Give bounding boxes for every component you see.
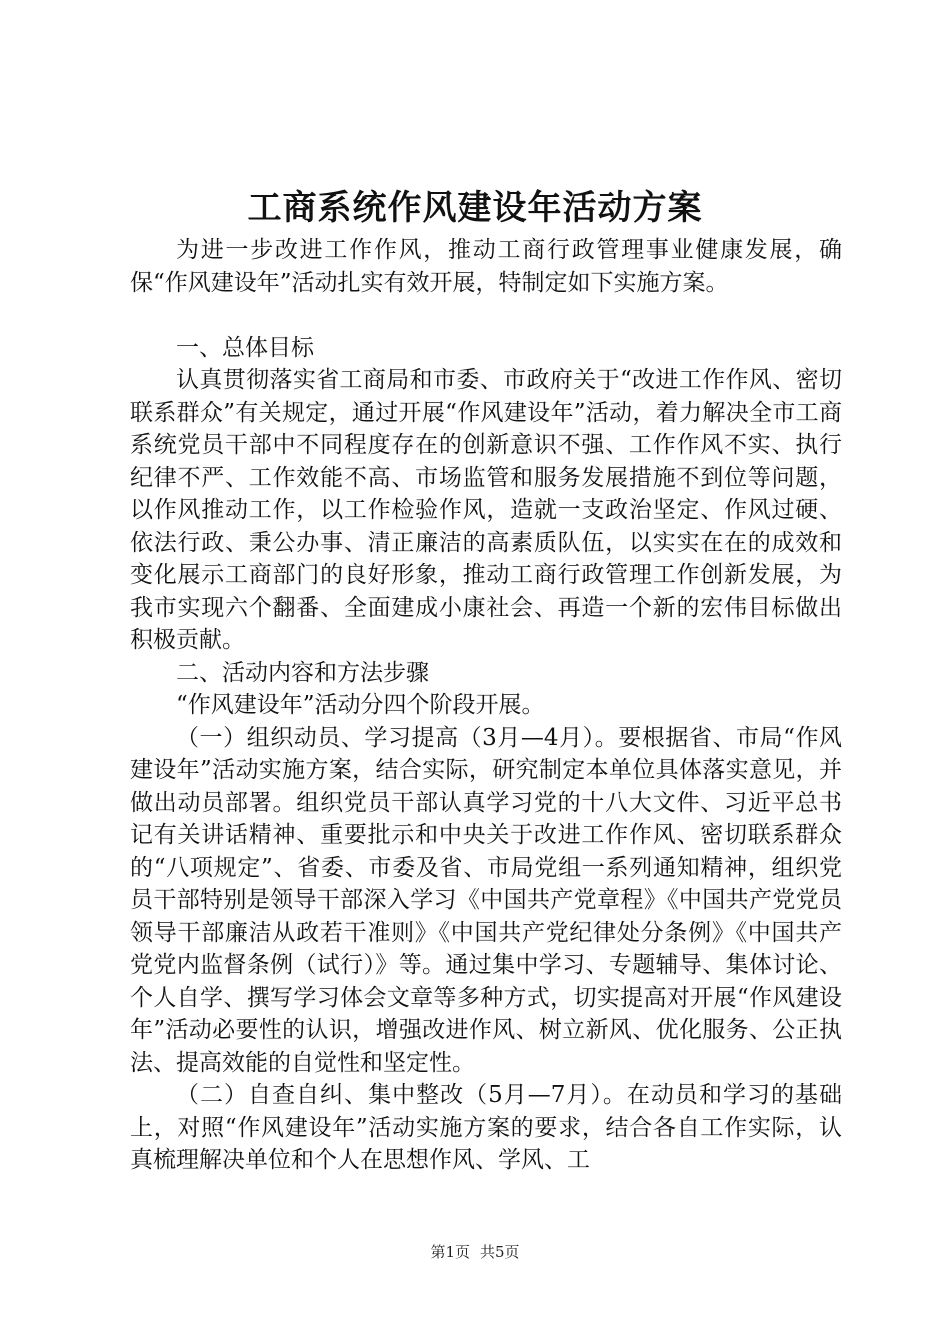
- section-heading-2: 二、活动内容和方法步骤: [176, 659, 429, 686]
- intro-paragraph: 为进一步改进工作作风，推动工商行政管理事业健康发展，确保“作风建设年”活动扎实有效开展，特制定如下实施方案。: [130, 237, 842, 296]
- section-heading-1: 一、总体目标: [176, 334, 314, 361]
- document-body: [130, 234, 842, 1177]
- page-number: 第1页: [430, 1243, 470, 1261]
- paragraph-spacer: [130, 299, 842, 332]
- body-paragraph: “作风建设年”活动分四个阶段开展。: [176, 692, 545, 718]
- body-paragraph: （二）自查自纠、集中整改（5月—7月）。在动员和学习的基础上，对照“作风建设年”活动实施方案的要求，结合各自工作实际，认真梳理解决单位和个人在思想作风、学风、工: [130, 1082, 842, 1173]
- document-title: 工商系统作风建设年活动方案: [247, 188, 703, 228]
- body-paragraph: （一）组织动员、学习提高（3月—4月）。要根据省、市局“作风建设年”活动实施方案，结合实际，研究制定本单位具体落实意见，并做出动员部署。组织党员干部认真学习党的十八大文件、习近平总书记有关讲话精神、重要批示和中央关于改进工作作风、密切联系群众的“八项规定”、省委、市委及省、市局党组一系列通知精神，组织党员干部特别是领导干部深入学习《中国共产党章程》《中国共产党党员领导干部廉洁从政若干准则》《中国共产党纪律处分条例》《中国共产党党内监督条例（试行）》等。通过集中学习、专题辅导、集体讨论、个人自学、撰写学习体会文章等多种方式，切实提高对开展“作风建设年”活动必要性的认识，增强改进作风、树立新风、优化服务、公正执法、提高效能的自觉性和坚定性。: [130, 724, 842, 1076]
- body-paragraph: 认真贯彻落实省工商局和市委、市政府关于“改进工作作风、密切联系群众”有关规定，通过开展“作风建设年”活动，着力解决全市工商系统党员干部中不同程度存在的创新意识不强、工作作风不实、执行纪律不严、工作效能不高、市场监管和服务发展措施不到位等问题，以作风推动工作，以工作检验作风，造就一支政治坚定、作风过硬、依法行政、秉公办事、清正廉洁的高素质队伍，以实实在在的成效和变化展示工商部门的良好形象，推动工商行政管理工作创新发展，为我市实现六个翻番、全面建成小康社会、再造一个新的宏伟目标做出积极贡献。: [130, 367, 842, 653]
- page-total: 共5页: [480, 1243, 520, 1261]
- page-footer: [0, 1242, 950, 1262]
